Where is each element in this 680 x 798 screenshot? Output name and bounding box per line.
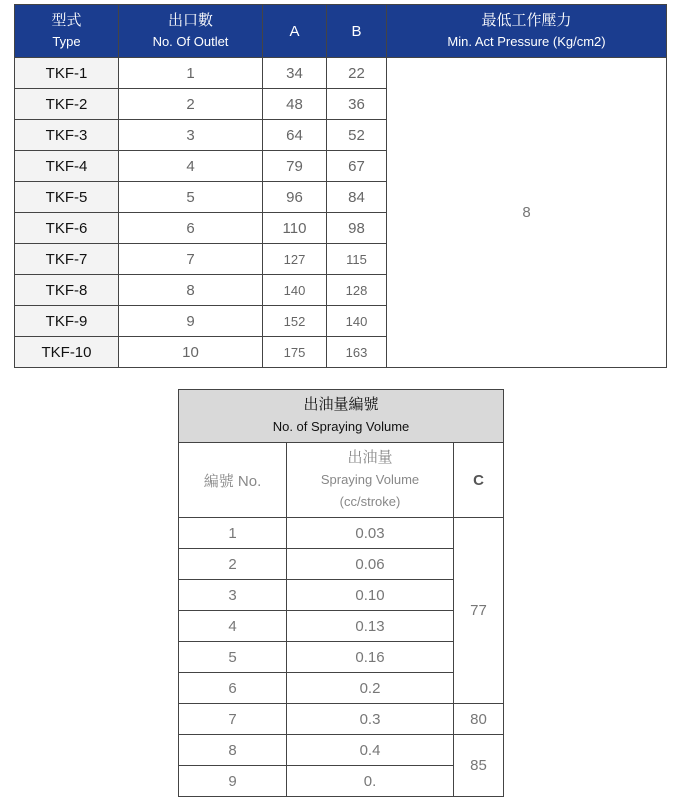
cell-a: 96 [263,182,327,213]
table-row [179,735,504,766]
header-a: A [263,5,327,58]
cell-no: 7 [179,704,287,735]
cell-b: 22 [327,58,387,89]
cell-a: 140 [263,275,327,306]
cell-no: 4 [179,611,287,642]
cell-type: TKF-2 [15,89,119,120]
cell-type: TKF-7 [15,244,119,275]
cell-b: 140 [327,306,387,337]
cell-outlets: 7 [119,244,263,275]
header-no: 編號 No. [179,443,287,518]
table-row [179,518,504,549]
header-b: B [327,5,387,58]
cell-type: TKF-3 [15,120,119,151]
header-c: C [454,443,504,518]
cell-outlets: 6 [119,213,263,244]
cell-a: 110 [263,213,327,244]
cell-a: 79 [263,151,327,182]
cell-volume: 0.3 [287,704,454,735]
spraying-table-header [179,443,504,518]
cell-volume: 0.16 [287,642,454,673]
cell-type: TKF-6 [15,213,119,244]
cell-no: 9 [179,766,287,797]
cell-b: 115 [327,244,387,275]
cell-outlets: 9 [119,306,263,337]
cell-volume: 0. [287,766,454,797]
cell-outlets: 10 [119,337,263,368]
cell-a: 64 [263,120,327,151]
cell-no: 8 [179,735,287,766]
cell-c: 77 [454,518,504,704]
cell-volume: 0.4 [287,735,454,766]
header-type: 型式 Type [15,5,119,58]
cell-b: 98 [327,213,387,244]
cell-volume: 0.13 [287,611,454,642]
cell-type: TKF-5 [15,182,119,213]
cell-volume: 0.10 [287,580,454,611]
cell-type: TKF-1 [15,58,119,89]
cell-volume: 0.03 [287,518,454,549]
cell-outlets: 5 [119,182,263,213]
outlet-table-header [15,5,667,58]
cell-type: TKF-9 [15,306,119,337]
cell-outlets: 8 [119,275,263,306]
spraying-title: 出油量編號 No. of Spraying Volume [179,390,504,443]
cell-b: 163 [327,337,387,368]
cell-a: 175 [263,337,327,368]
cell-a: 127 [263,244,327,275]
cell-outlets: 1 [119,58,263,89]
cell-volume: 0.06 [287,549,454,580]
cell-a: 152 [263,306,327,337]
cell-c: 85 [454,735,504,797]
cell-no: 6 [179,673,287,704]
cell-c: 80 [454,704,504,735]
header-volume: 出油量 Spraying Volume (cc/stroke) [287,443,454,518]
cell-type: TKF-10 [15,337,119,368]
header-pressure: 最低工作壓力 Min. Act Pressure (Kg/cm2) [387,5,667,58]
cell-b: 128 [327,275,387,306]
cell-a: 48 [263,89,327,120]
cell-outlets: 3 [119,120,263,151]
cell-b: 67 [327,151,387,182]
cell-no: 2 [179,549,287,580]
cell-type: TKF-8 [15,275,119,306]
cell-no: 1 [179,518,287,549]
cell-b: 52 [327,120,387,151]
cell-b: 36 [327,89,387,120]
cell-b: 84 [327,182,387,213]
cell-pressure: 8 [387,58,667,368]
cell-no: 3 [179,580,287,611]
spraying-table-title [179,390,504,443]
outlet-spec-table [14,4,667,368]
cell-type: TKF-4 [15,151,119,182]
table-row [179,704,504,735]
header-outlet: 出口數 No. Of Outlet [119,5,263,58]
cell-outlets: 2 [119,89,263,120]
table-row [15,58,667,89]
cell-no: 5 [179,642,287,673]
cell-volume: 0.2 [287,673,454,704]
cell-a: 34 [263,58,327,89]
spraying-volume-table [178,389,504,797]
cell-outlets: 4 [119,151,263,182]
